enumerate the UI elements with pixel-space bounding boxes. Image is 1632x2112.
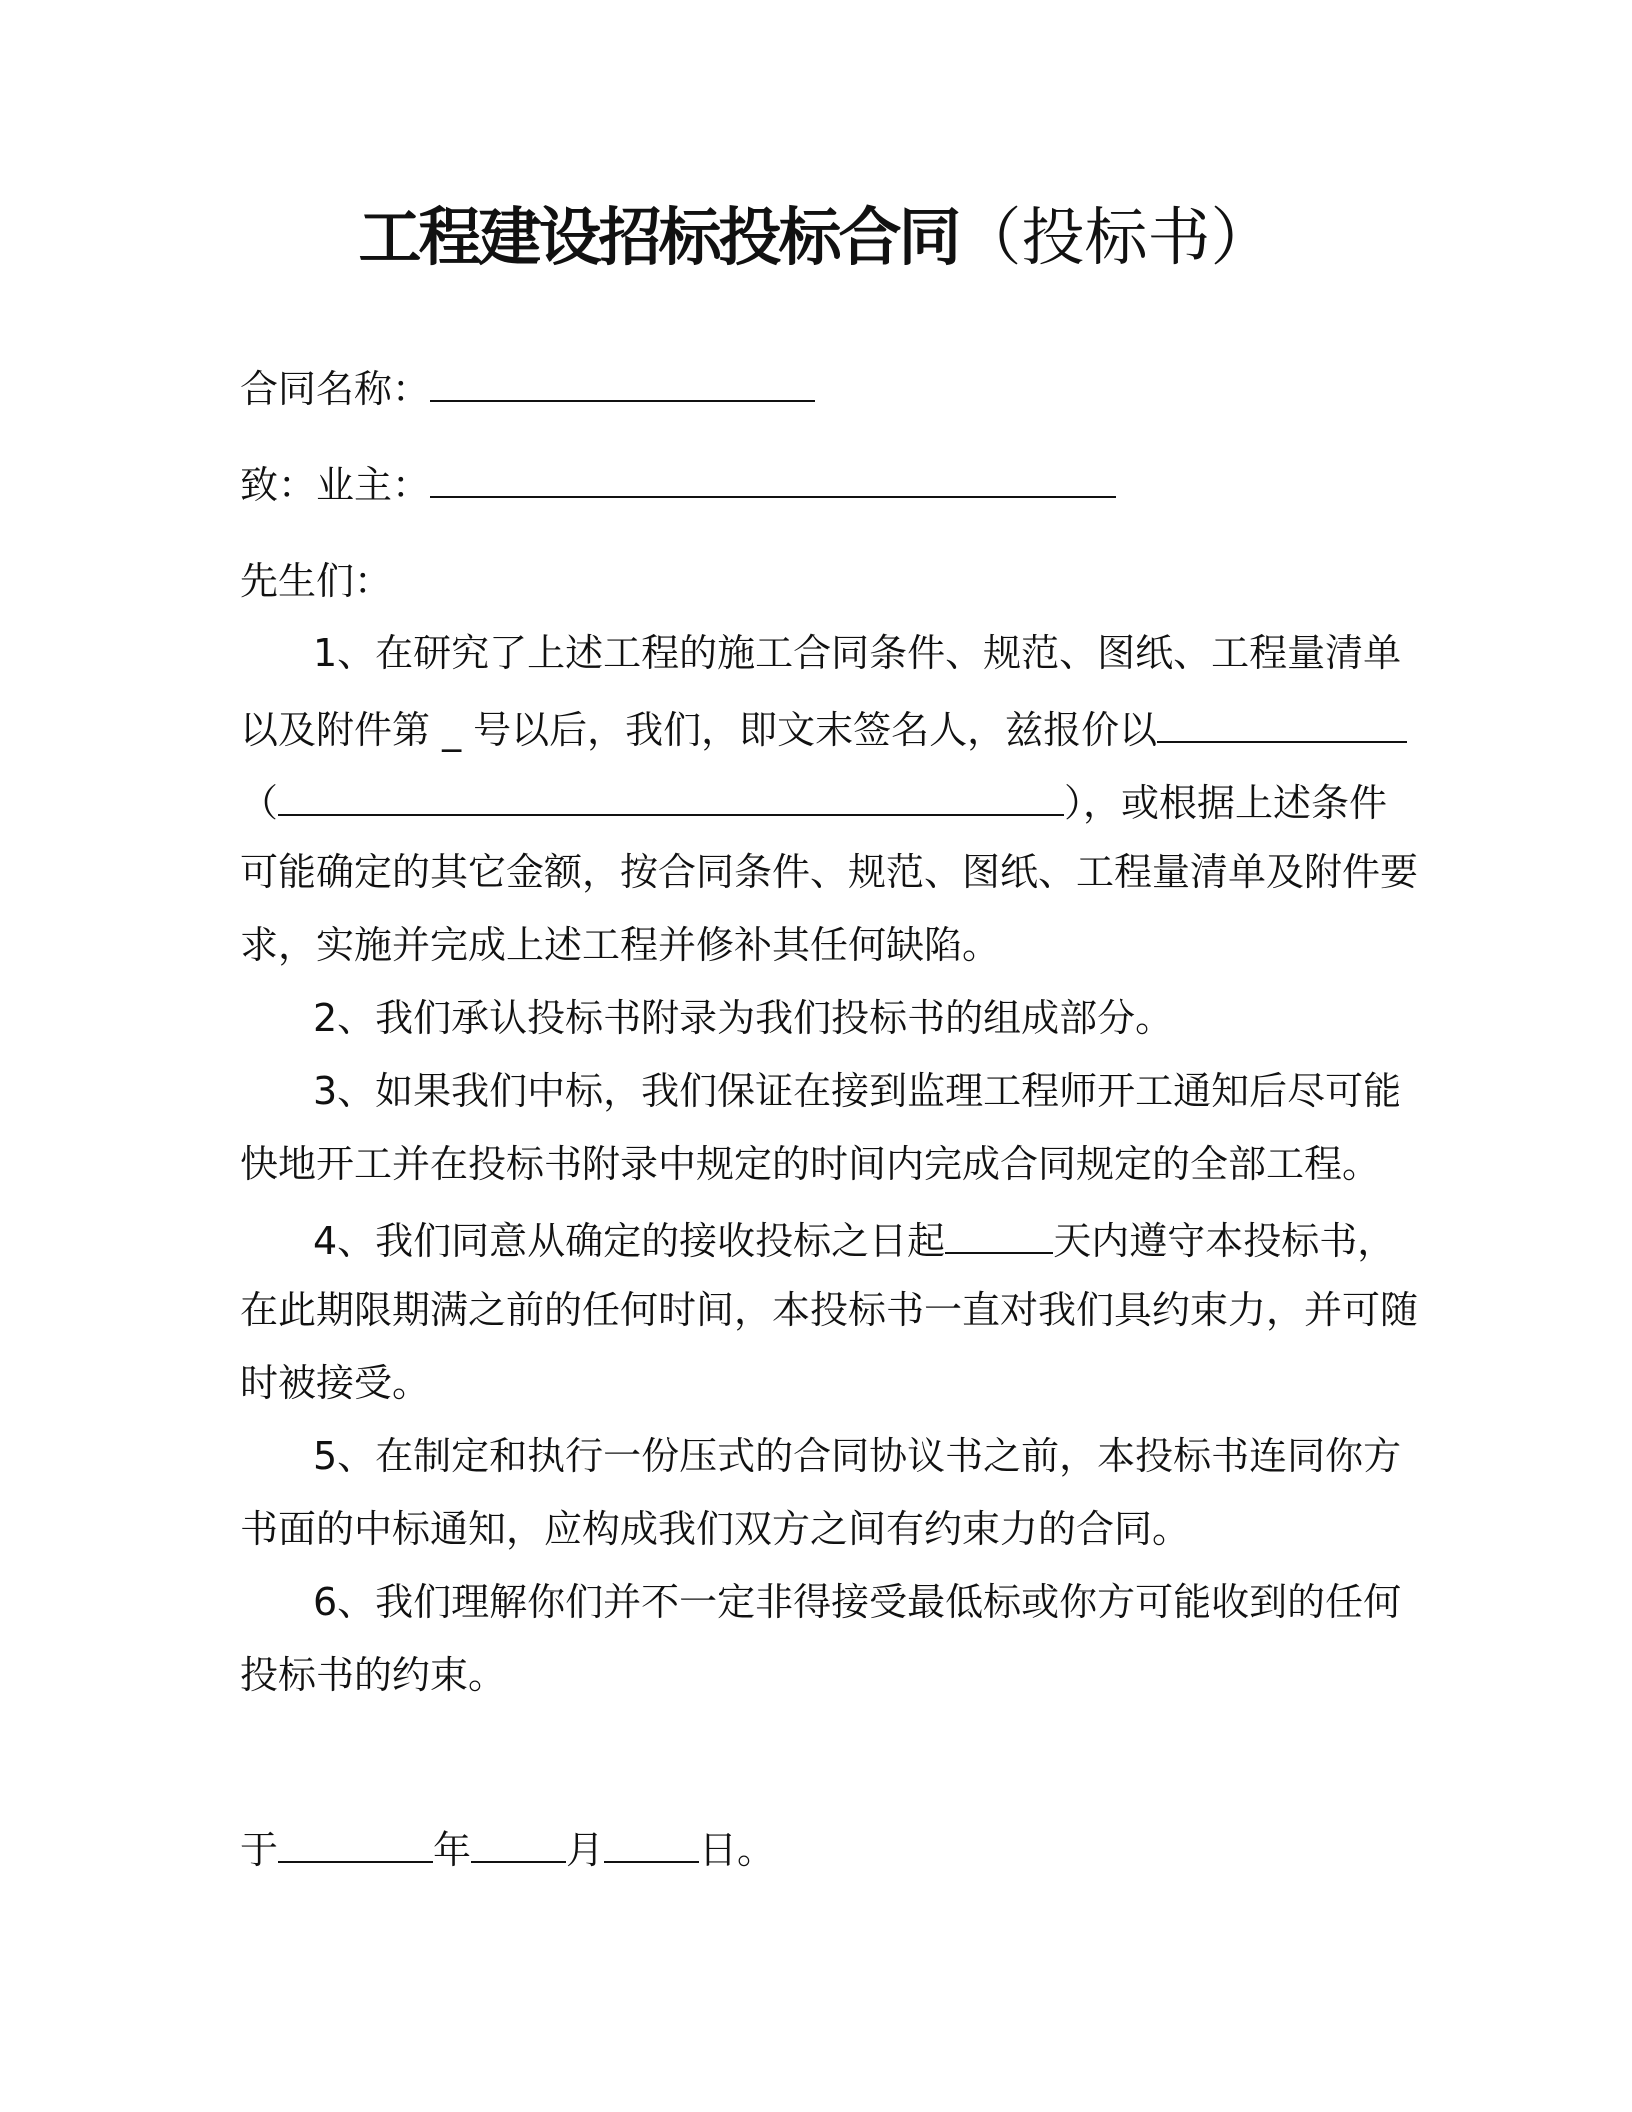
clause-3-line-1: 3、如果我们中标，我们保证在接到监理工程师开工通知后尽可能 [313, 1069, 1402, 1113]
clause-4-line-2: 在此期限期满之前的任何时间，本投标书一直对我们具约束力，并可随 [240, 1288, 1419, 1332]
clause-1-line-3 [240, 774, 1388, 828]
owner-label: 致：业主： [240, 463, 431, 507]
clause-1-line-4: 可能确定的其它金额，按合同条件、规范、图纸、工程量清单及附件要 [240, 850, 1419, 894]
clause-1-line-5: 求，实施并完成上述工程并修补其任何缺陷。 [240, 923, 1001, 967]
days-blank [945, 1212, 1053, 1254]
clause-5-line-1: 5、在制定和执行一份压式的合同协议书之前，本投标书连同你方 [313, 1434, 1402, 1478]
price-words-blank [278, 774, 1064, 816]
year-blank [278, 1821, 433, 1863]
owner-blank [430, 456, 1116, 498]
clause-4-line-1-text-a: 4、我们同意从确定的接收投标之日起 [313, 1219, 946, 1263]
clause-1-line-2-text: 以及附件第 _ 号以后，我们，即文末签名人，兹报价以 [240, 708, 1158, 752]
clause-6-line-2: 投标书的约束。 [240, 1653, 507, 1697]
day-blank [604, 1821, 699, 1863]
price-blank [1157, 701, 1407, 743]
owner-line [240, 456, 1380, 510]
date-line [240, 1821, 1380, 1875]
clause-4-line-1-text-b: 天内遵守本投标书， [1053, 1219, 1396, 1263]
contract-name-blank [430, 360, 815, 402]
title-main: 工程建设招标投标合同 [358, 201, 959, 274]
contract-name-label: 合同名称： [240, 367, 431, 411]
title-sub: （投标书） [958, 201, 1274, 274]
clause-1-line-1: 1、在研究了上述工程的施工合同条件、规范、图纸、工程量清单 [313, 631, 1402, 675]
clause-1-line-3-text: ），或根据上述条件 [1064, 781, 1388, 825]
date-prefix: 于 [240, 1828, 279, 1872]
day-label: 日。 [699, 1828, 776, 1872]
greeting: 先生们： [240, 559, 393, 603]
clause-5-line-2: 书面的中标通知，应构成我们双方之间有约束力的合同。 [240, 1507, 1191, 1551]
contract-name-line [240, 360, 1380, 414]
clause-4-line-1 [313, 1212, 1396, 1266]
document-title [0, 198, 1632, 278]
clause-1-line-2 [240, 701, 1380, 755]
month-blank [471, 1821, 566, 1863]
clause-1-open-paren: （ [240, 781, 279, 825]
clause-6-line-1: 6、我们理解你们并不一定非得接受最低标或你方可能收到的任何 [313, 1580, 1402, 1624]
year-label: 年 [433, 1828, 472, 1872]
month-label: 月 [566, 1828, 605, 1872]
clause-3-line-2: 快地开工并在投标书附录中规定的时间内完成合同规定的全部工程。 [240, 1142, 1381, 1186]
clause-2-line-1: 2、我们承认投标书附录为我们投标书的组成部分。 [313, 996, 1174, 1040]
clause-4-line-3: 时被接受。 [240, 1361, 431, 1405]
